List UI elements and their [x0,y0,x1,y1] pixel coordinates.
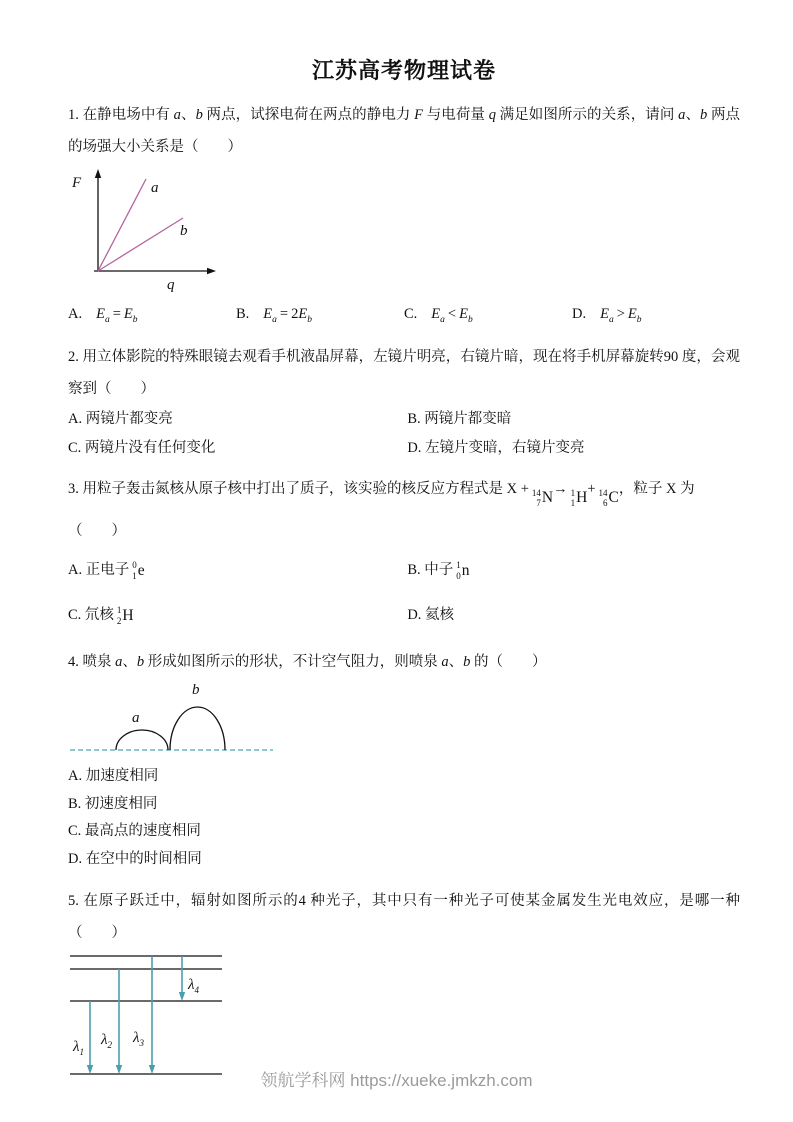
page-title: 江苏高考物理试卷 [311,58,496,83]
q3-option-b: B. 中子 1 0 n [407,560,470,581]
y-axis-label: F [72,175,82,191]
lambda4-label: $\lambda_4$ [188,977,199,996]
question-5 [68,885,740,1088]
nuclide-c: 14 6 C [598,487,619,509]
q1-option-a: A. $E_a = E_b$ [68,306,138,325]
q1-option-b: B. $E_a = 2E_b$ [236,306,312,325]
q1-option-d: D. $E_a > E_b$ [572,306,642,325]
watermark-footer: 领航学科网 https://xueke.jmkzh.com [260,1071,533,1090]
nuclide-n: 14 7 N [531,487,554,509]
question-4 [68,646,740,873]
q2-option-b: B. 两镜片都变暗 [407,410,512,427]
lambda2-label: $\lambda_2$ [101,1032,112,1051]
fountain-svg [68,680,278,758]
q4-option-a: A. 加速度相同 [68,768,159,785]
question-2 [68,341,740,463]
fountain-arc-b [170,707,225,750]
lambda3-label: $\lambda_3$ [133,1030,144,1049]
q3-option-a: A. 正电子 0 1 e [68,560,145,581]
q2-stem: 2. 用立体影院的特殊眼镜去观看手机液晶屏幕，左镜片明亮，右镜片暗，现在将手机屏幕旋转90 度，会观察到（ ） [68,348,740,397]
q1-figure-fq-graph [64,167,740,300]
x-axis-arrowhead [207,268,216,274]
q3-option-d: D. 氦核 [407,607,455,624]
q4-options [68,763,740,873]
q4-option-c: C. 最高点的速度相同 [68,823,201,840]
q1-option-c: C. $E_a < E_b$ [404,306,473,325]
q2-option-d: D. 左镜片变暗，右镜片变亮 [407,439,585,456]
q4-option-d: D. 在空中的时间相同 [68,850,202,867]
x-axis-label: q [167,277,175,293]
fountain-a-label: a [132,710,140,727]
q3-option-c: C. 氘核 1 2 H [68,605,134,626]
line-b-label: b [180,223,188,239]
q5-stem: 5. 在原子跃迁中，辐射如图所示的4 种光子，其中只有一种光子可使某金属发生光电效应，是哪一种（ ） [68,893,740,942]
fountain-arc-a [116,730,168,750]
energy-level-svg [70,951,240,1083]
fq-graph-svg [64,167,224,295]
q1-stem: 1. 在静电场中有 a、b 两点，试探电荷在两点的静电力 F 与电荷量 q 满足如图所示的关系，请问 a、b 两点的场强大小关系是（ ） [68,107,741,155]
transition-arrowhead-4 [179,992,185,1001]
q3-stem: 3. 用粒子轰击氮核从原子核中打出了质子，该实验的核反应方程式是 X + 14 7 N → 1 1 H + 14 6 C ，粒子 X 为 [68,473,740,514]
line-b [98,218,183,271]
q3-options [68,548,740,638]
question-1 [68,99,740,325]
q2-option-c: C. 两镜片没有任何变化 [68,439,216,456]
fountain-b-label: b [192,682,200,699]
q4-stem: 4. 喷泉 a、b 形成如图所示的形状，不计空气阻力，则喷泉 a、b 的（ ） [68,654,547,671]
line-a-label: a [151,180,159,196]
q1-options [68,306,740,325]
nuclide-h: 1 1 H [570,487,588,509]
q2-option-a: A. 两镜片都变亮 [68,410,173,427]
line-a [98,179,146,271]
q4-option-b: B. 初速度相同 [68,795,158,812]
q4-figure-fountains [68,680,740,763]
y-axis-arrowhead [95,169,101,178]
q3-answer-paren: （ ） [68,523,126,540]
lambda1-label: $\lambda_1$ [73,1039,84,1058]
question-3 [68,473,740,638]
q2-options [68,405,740,463]
